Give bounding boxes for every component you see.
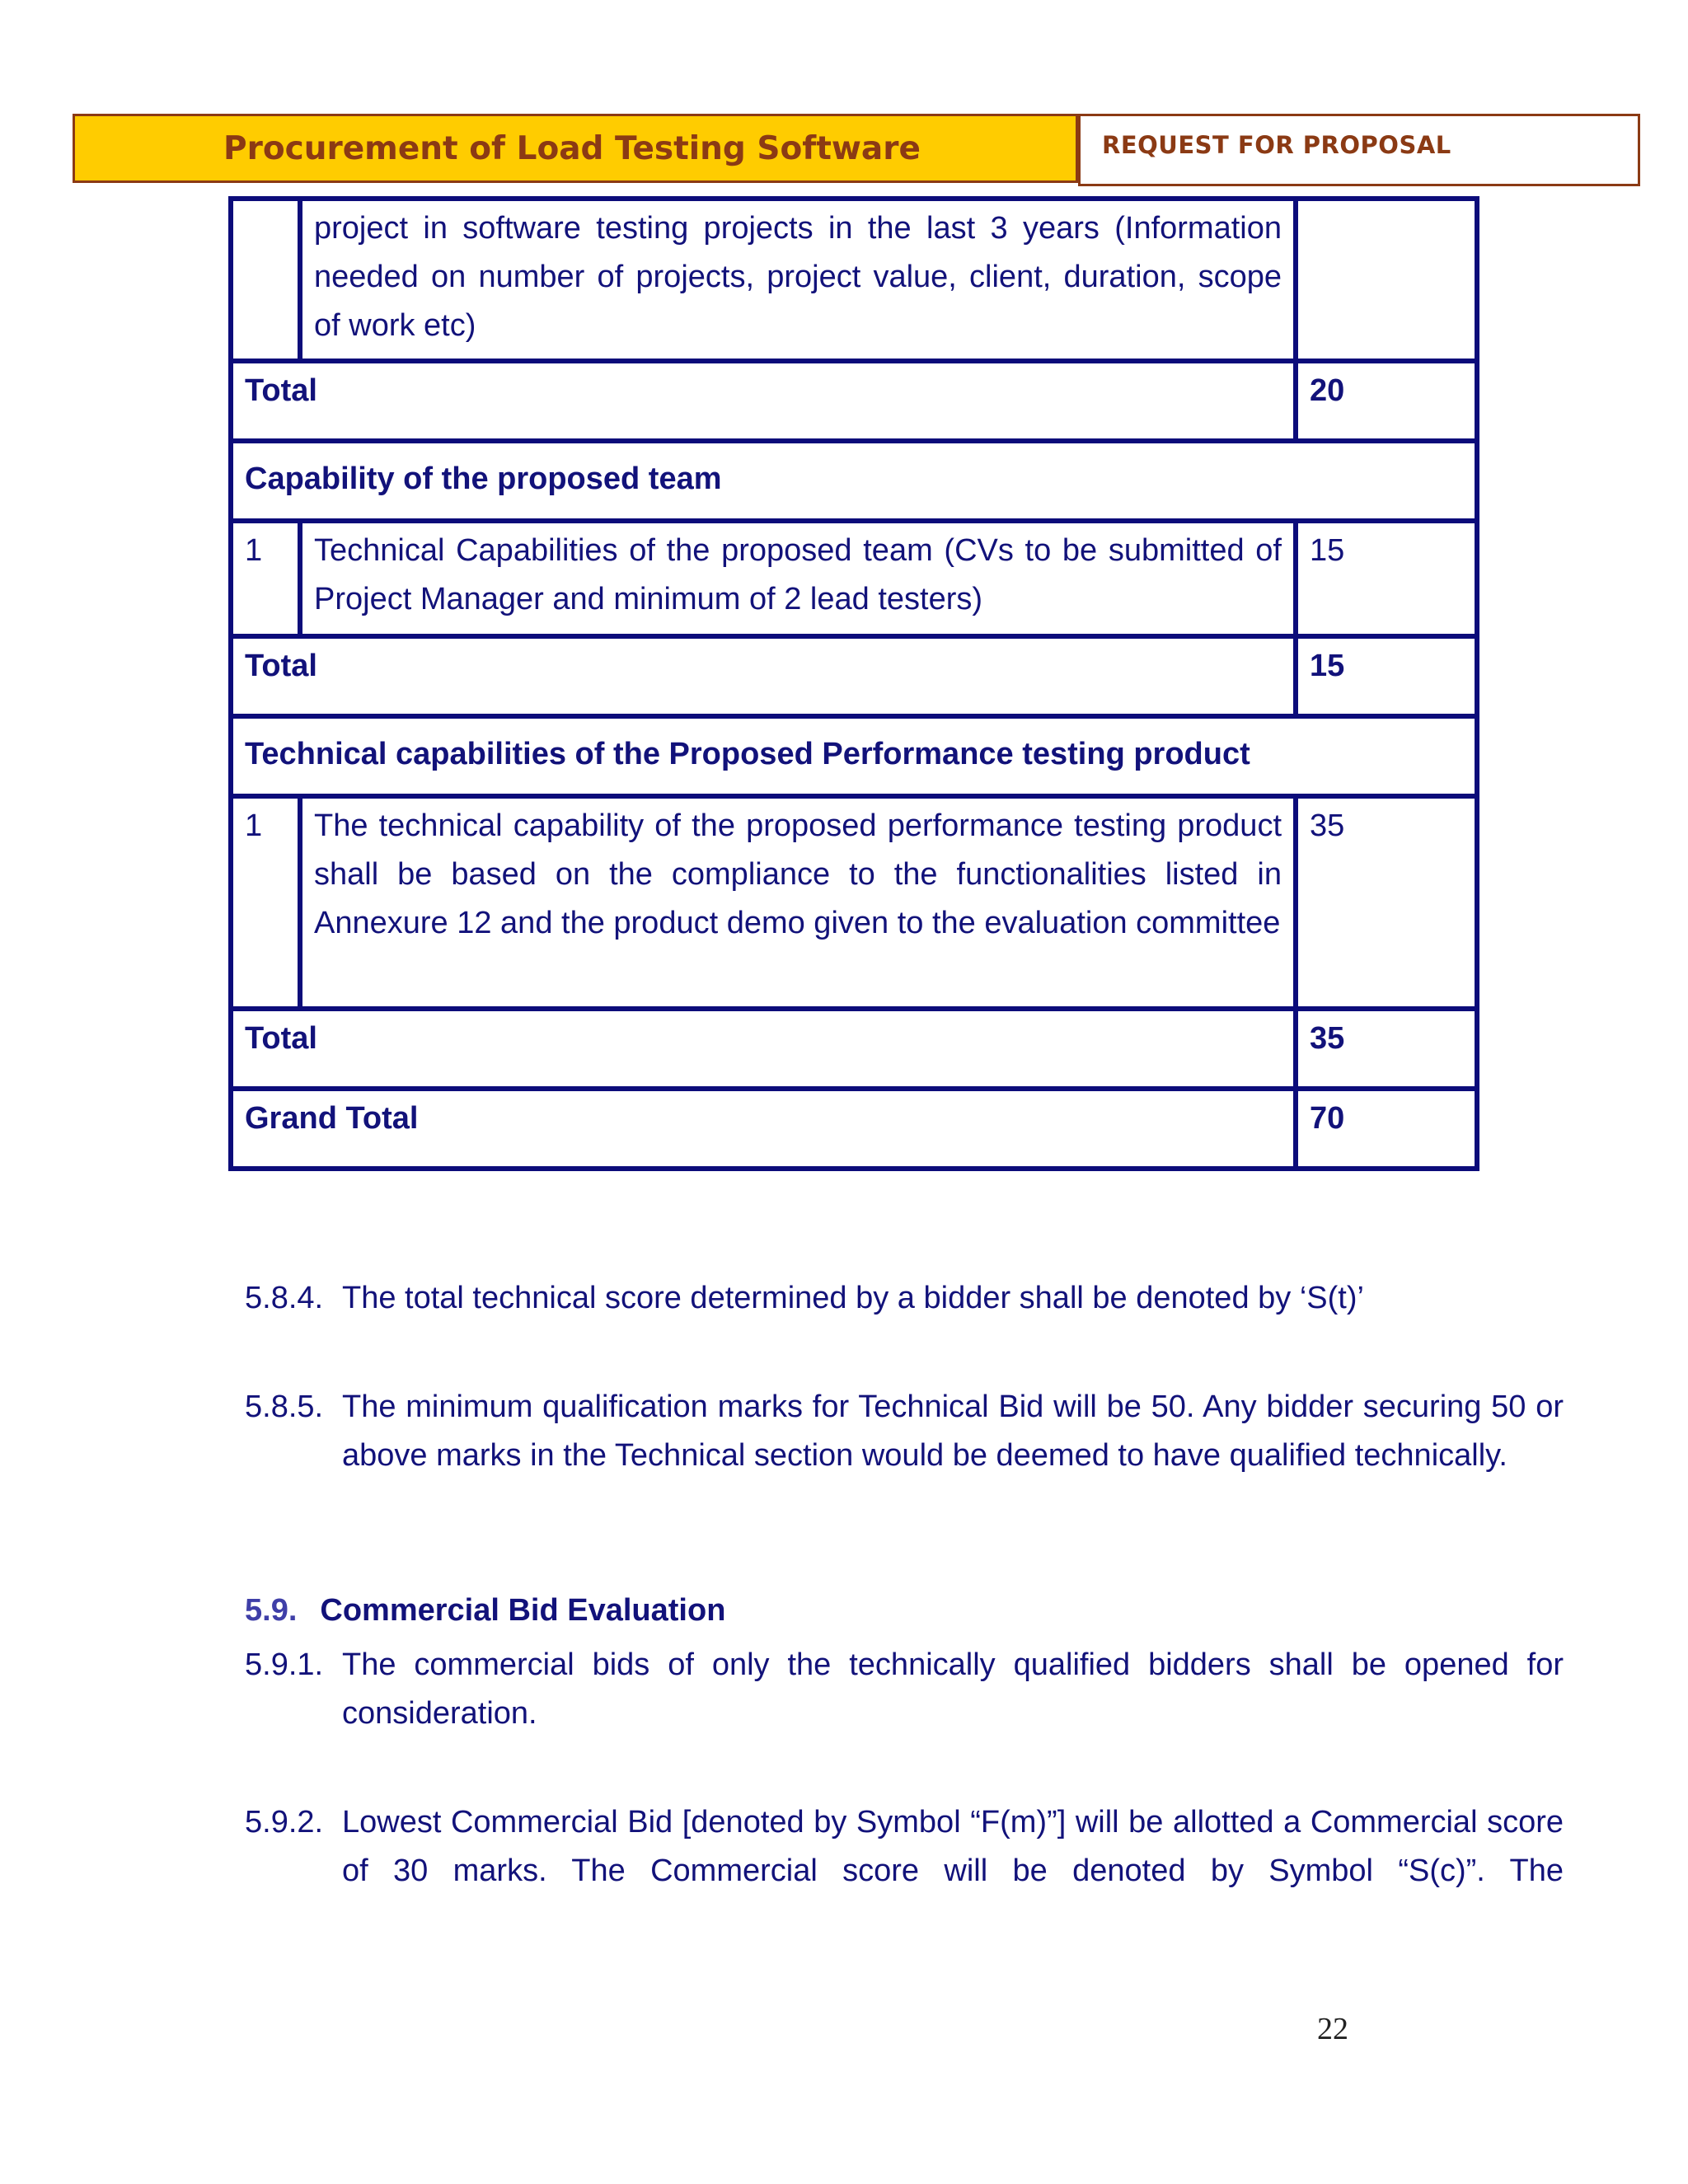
section-title: Commercial Bid Evaluation — [320, 1593, 726, 1628]
paragraph-text: The minimum qualification marks for Technical Bid will be 50. Any bidder securing 50 or above marks in the Technical section would be deemed to have qualified technically. — [342, 1390, 1564, 1473]
paragraph-5-9-1 — [245, 1641, 1564, 1738]
section-heading-5-9 — [245, 1586, 725, 1635]
table-row — [231, 199, 1477, 361]
total-score-cell: 20 — [1296, 361, 1477, 441]
table-row — [231, 361, 1477, 441]
paragraph-text: Lowest Commercial Bid [denoted by Symbol “F(m)”] will be allotted a Commercial score of 30 marks. The Commercial score will be denoted by Symbol “S(c)”. The — [342, 1805, 1564, 1888]
item-score-cell: 15 — [1296, 521, 1477, 636]
table-row — [231, 636, 1477, 716]
page-number: 22 — [1317, 2012, 1348, 2046]
item-number-cell — [231, 199, 300, 361]
header-label-box — [1078, 114, 1640, 186]
grand-total-score-cell: 70 — [1296, 1089, 1477, 1169]
total-label-cell: Total — [231, 361, 1296, 441]
table-row — [231, 1009, 1477, 1089]
table-row — [231, 796, 1477, 1009]
item-number-cell: 1 — [231, 796, 300, 1009]
section-heading-cell: Technical capabilities of the Proposed Performance testing product — [231, 716, 1477, 796]
document-type-label: REQUEST FOR PROPOSAL — [1102, 131, 1451, 159]
table-row — [231, 521, 1477, 636]
paragraph-number: 5.9.1. — [245, 1647, 324, 1682]
evaluation-score-table — [228, 196, 1479, 1171]
item-score-cell: 35 — [1296, 796, 1477, 1009]
document-title: Procurement of Load Testing Software — [223, 129, 921, 167]
header-title-box — [73, 114, 1078, 183]
total-label-cell: Total — [231, 636, 1296, 716]
item-number-cell: 1 — [231, 521, 300, 636]
grand-total-label-cell: Grand Total — [231, 1089, 1296, 1169]
table-row — [231, 1089, 1477, 1169]
paragraph-5-8-4 — [245, 1274, 1564, 1323]
table-row — [231, 441, 1477, 521]
paragraph-number: 5.8.4. — [245, 1281, 324, 1315]
paragraph-number: 5.8.5. — [245, 1390, 324, 1424]
paragraph-text: The total technical score determined by a bidder shall be denoted by ‘S(t)’ — [342, 1281, 1364, 1315]
section-heading-cell: Capability of the proposed team — [231, 441, 1477, 521]
section-number: 5.9. — [245, 1593, 298, 1628]
paragraph-number: 5.9.2. — [245, 1805, 324, 1840]
item-description-cell: Technical Capabilities of the proposed team (CVs to be submitted of Project Manager and minimum of 2 lead testers) — [300, 521, 1296, 636]
paragraph-5-9-2 — [245, 1798, 1564, 1896]
paragraph-text: The commercial bids of only the technically qualified bidders shall be opened for consideration. — [342, 1647, 1564, 1731]
total-score-cell: 35 — [1296, 1009, 1477, 1089]
item-score-cell — [1296, 199, 1477, 361]
total-label-cell: Total — [231, 1009, 1296, 1089]
item-description-cell: The technical capability of the proposed performance testing product shall be based on the compliance to the functionalities listed in Annexure 12 and the product demo given to the evaluation committee — [300, 796, 1296, 1009]
item-description-cell: project in software testing projects in the last 3 years (Information needed on number of projects, project value, client, duration, scope of work etc) — [300, 199, 1296, 361]
paragraph-5-8-5 — [245, 1383, 1564, 1480]
total-score-cell: 15 — [1296, 636, 1477, 716]
table-row — [231, 716, 1477, 796]
